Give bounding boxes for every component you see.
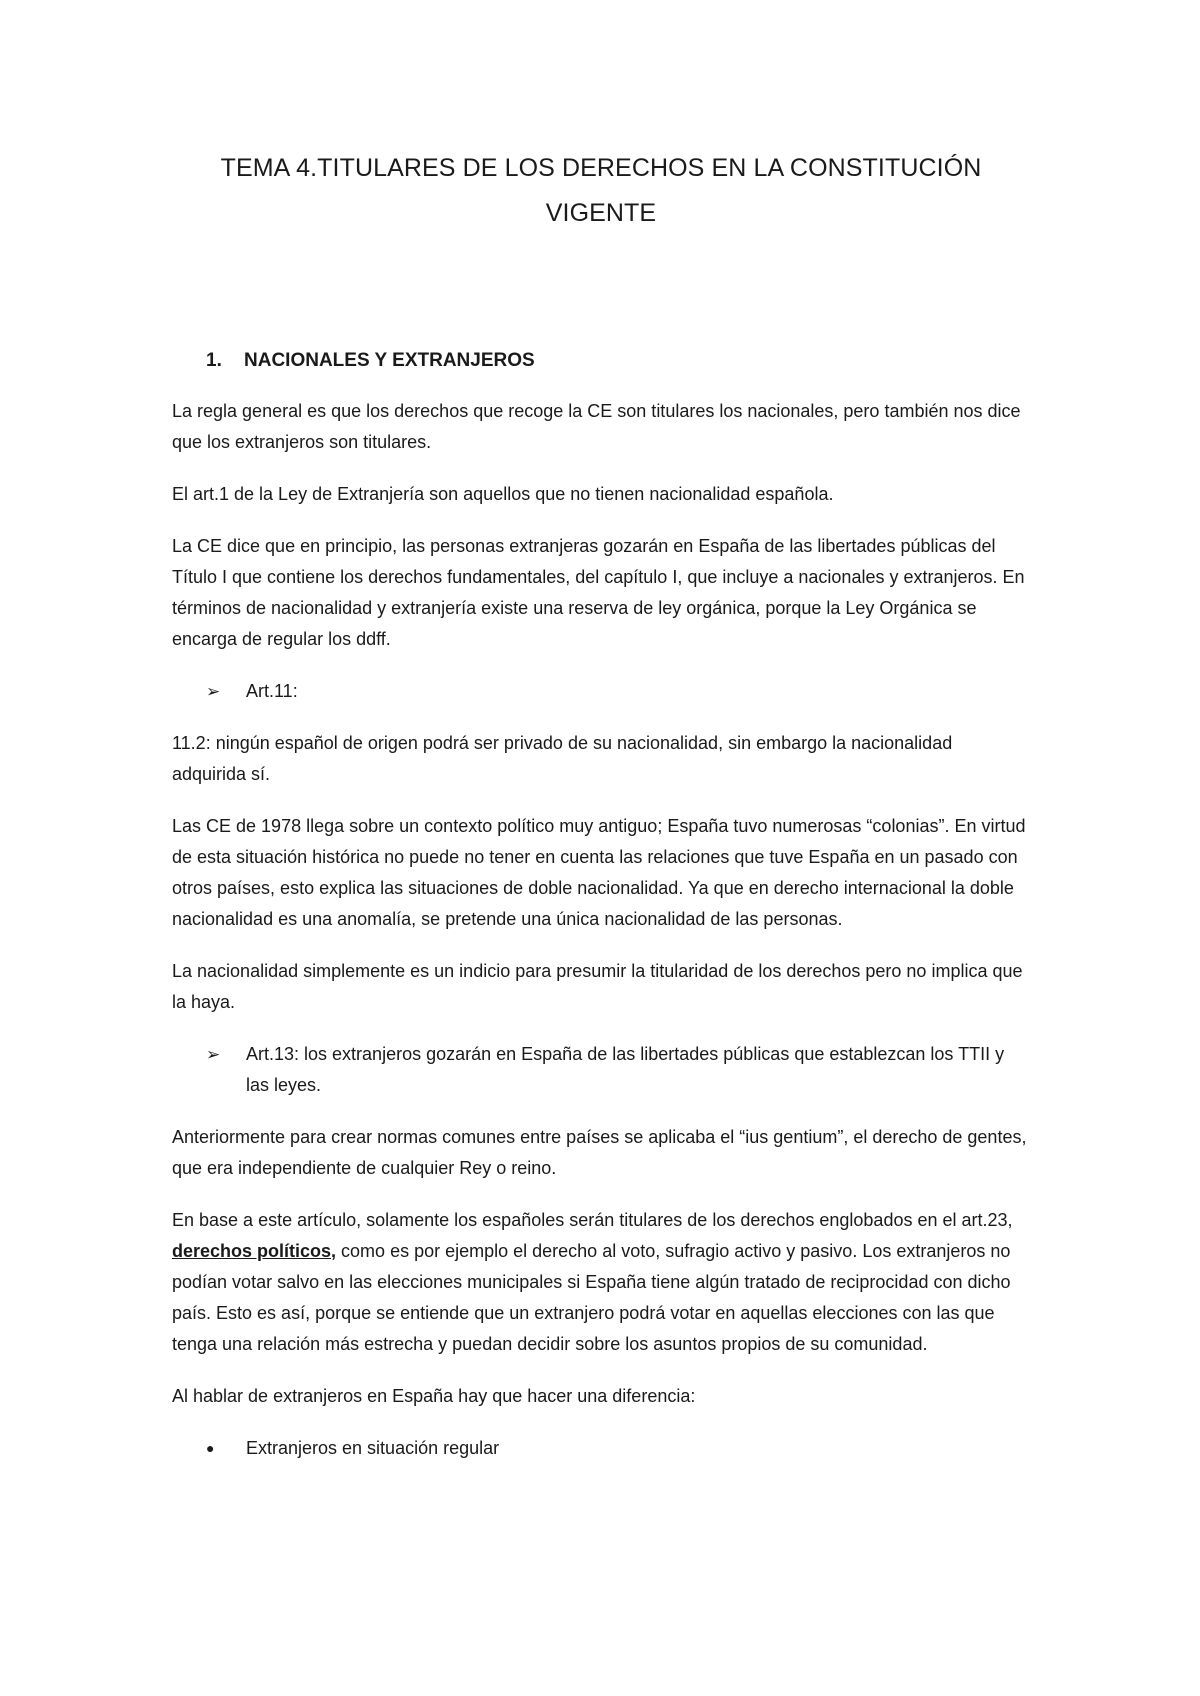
paragraph-6: La nacionalidad simplemente es un indicio para presumir la titularidad de los derechos pero no implica que la haya. xyxy=(172,961,1023,1012)
paragraph-1: La regla general es que los derechos que recoge la CE son titulares los nacionales, pero también nos dice que los extranjeros son titulares. xyxy=(172,401,1021,452)
bullet-item-text: Extranjeros en situación regular xyxy=(246,1438,500,1458)
section-heading-text: NACIONALES Y EXTRANJEROS xyxy=(244,350,535,371)
paragraph-8-end: como es por ejemplo el derecho al voto, sufragio activo y pasivo. Los extranjeros no podían votar salvo en las elecciones municipales si España tiene algún tratado de reciprocidad con dicho país. Esto es así, porque se entiende que un extranjero podrá votar en aquellas elecciones con las que tenga una relación más estrecha y puedan decidir sobre los asuntos propios de su comunidad. xyxy=(172,1241,1011,1354)
arrow-list-item xyxy=(172,676,1030,707)
document-title: TEMA 4.TITULARES DE LOS DERECHOS EN LA CONSTITUCIÓN VIGENTE xyxy=(220,154,982,227)
emphasized-term: derechos políticos, xyxy=(172,1241,337,1261)
arrow-item-text: Art.11: xyxy=(246,681,298,701)
bullet-dot-icon: ● xyxy=(206,1440,215,1456)
paragraph-4: 11.2: ningún español de origen podrá ser privado de su nacionalidad, sin embargo la nacionalidad adquirida sí. xyxy=(172,733,953,784)
paragraph-8 xyxy=(172,1205,1030,1360)
paragraph-5: Las CE de 1978 llega sobre un contexto político muy antiguo; España tuvo numerosas “colonias”. En virtud de esta situación histórica no puede no tener en cuenta las relaciones que tuve España en un pasado con otros países, esto explica las situaciones de doble nacionalidad. Ya que en derecho internacional la doble nacionalidad es una anomalía, se pretende una única nacionalidad de las personas. xyxy=(172,816,1026,929)
paragraph-7: Anteriormente para crear normas comunes entre países se aplicaba el “ius gentium”, el derecho de gentes, que era independiente de cualquier Rey o reino. xyxy=(172,1127,1027,1178)
section-heading xyxy=(172,348,1030,374)
paragraph-3: La CE dice que en principio, las personas extranjeras gozarán en España de las libertades públicas del Título I que contiene los derechos fundamentales, del capítulo I, que incluye a nacionales y extranjeros. En términos de nacionalidad y extranjería existe una reserva de ley orgánica, porque la Ley Orgánica se encarga de regular los ddff. xyxy=(172,536,1025,649)
paragraph-9: Al hablar de extranjeros en España hay que hacer una diferencia: xyxy=(172,1386,696,1406)
bullet-list-item xyxy=(172,1433,1030,1464)
arrow-item-text: Art.13: los extranjeros gozarán en España de las libertades públicas que establezcan los TTII y las leyes. xyxy=(246,1044,1005,1095)
paragraph-8-start: En base a este artículo, solamente los españoles serán titulares de los derechos englobados en el art.23, xyxy=(172,1210,1013,1230)
paragraph-2: El art.1 de la Ley de Extranjería son aquellos que no tienen nacionalidad española. xyxy=(172,484,834,504)
arrow-list-item xyxy=(172,1039,1030,1101)
arrow-bullet-icon: ➢ xyxy=(206,682,221,701)
arrow-bullet-icon: ➢ xyxy=(206,1045,221,1064)
section-number: 1. xyxy=(206,350,222,371)
